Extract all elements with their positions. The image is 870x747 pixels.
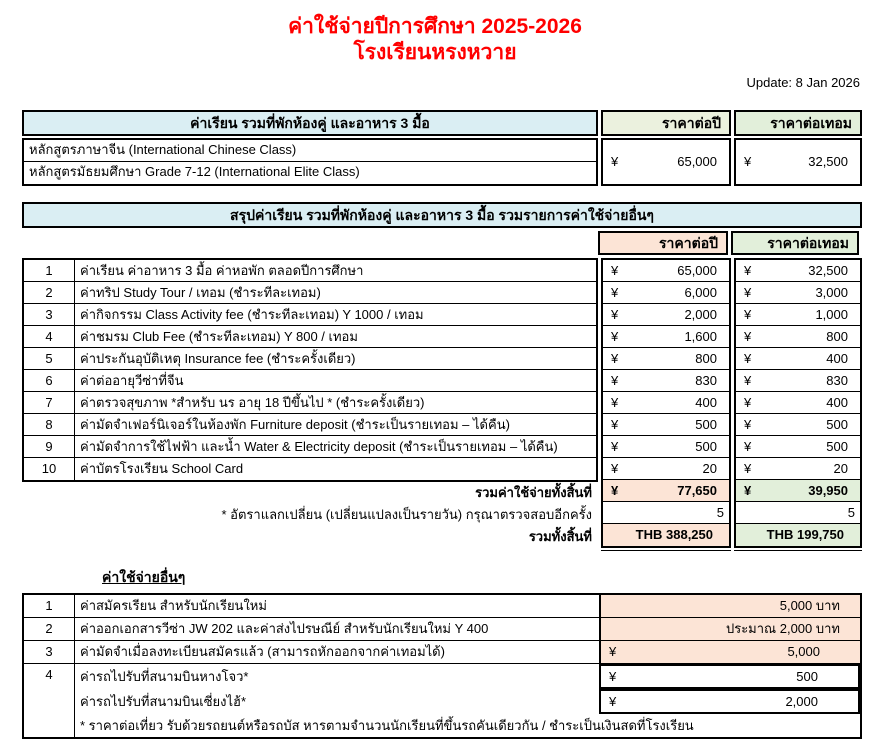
price-value: 20: [702, 460, 717, 476]
price-value: 1,600: [684, 328, 717, 344]
price-cell: [603, 260, 729, 282]
price-cell: [736, 348, 860, 370]
table-row: [24, 595, 860, 618]
yen-symbol: ¥: [611, 372, 619, 388]
row-desc: ค่ารถไปรับที่สนามบินเซี่ยงไฮ้*: [80, 693, 247, 709]
summary-table-body: [22, 258, 862, 548]
row-value-cell: [599, 689, 860, 714]
grand-total-year-value: THB 388,250: [635, 527, 713, 542]
tuition-table-header-row: [22, 110, 862, 136]
yen-symbol: ¥: [611, 154, 619, 169]
yen-symbol: ¥: [744, 394, 752, 410]
grand-total-term-value: THB 199,750: [766, 527, 844, 542]
table-row: [24, 436, 596, 458]
price-cell: [736, 370, 860, 392]
price-cell: [603, 326, 729, 348]
yen-symbol: ¥: [744, 482, 752, 498]
row-value: 2,000: [785, 693, 818, 709]
summary-term-column: [734, 258, 862, 548]
yen-symbol: ¥: [744, 306, 752, 322]
price-cell: [603, 414, 729, 436]
price-cell: [603, 282, 729, 304]
row-number: 5: [24, 348, 75, 369]
summary-header: สรุปค่าเรียน รวมที่พักห้องคู่ และอาหาร 3 มื้อ รวมรายการค่าใช้จ่ายอื่นๆ: [22, 202, 862, 228]
total-term-cell: [736, 480, 860, 502]
total-label: รวมค่าใช้จ่ายทั้งสิ้นที่: [475, 484, 592, 500]
yen-symbol: ¥: [744, 460, 752, 476]
price-cell: [736, 392, 860, 414]
price-value: 65,000: [677, 262, 717, 278]
col-header-price-per-year: ราคาต่อปี: [601, 110, 731, 136]
yen-symbol: ¥: [611, 262, 619, 278]
price-value: 830: [695, 372, 717, 388]
price-value: 3,000: [815, 284, 848, 300]
airport-shanghai-line: [75, 689, 860, 714]
total-year-value: 77,650: [677, 482, 717, 498]
summary-subheader-row: [22, 231, 862, 255]
tuition-table-body: [22, 138, 862, 186]
program-chinese-class: หลักสูตรภาษาจีน (International Chinese Class): [24, 140, 596, 162]
yen-symbol: ¥: [611, 350, 619, 366]
row-number: 9: [24, 436, 75, 457]
price-cell: [736, 326, 860, 348]
row-number: 1: [24, 260, 75, 281]
airport-hangzhou-line: [75, 664, 860, 689]
grand-total-label: รวมทั้งสิ้นที่: [528, 528, 592, 544]
price-cell: [736, 304, 860, 326]
table-row: [24, 392, 596, 414]
row-number: 4: [24, 664, 75, 737]
price-cell: [603, 458, 729, 480]
row-number: 6: [24, 370, 75, 391]
program-elite-class: หลักสูตรมัธยมศึกษา Grade 7-12 (International Elite Class): [29, 163, 360, 179]
price-cell: [736, 458, 860, 480]
exchange-rate-value: 5: [716, 504, 724, 520]
yen-symbol: ¥: [744, 372, 752, 388]
tuition-price-year: 65,000: [677, 154, 717, 169]
row-number: 1: [24, 595, 75, 617]
price-value: 2,000: [684, 306, 717, 322]
price-cell: [736, 414, 860, 436]
price-value: 800: [695, 350, 717, 366]
tuition-price-term: 32,500: [808, 154, 848, 169]
yen-symbol: ¥: [744, 154, 752, 169]
yen-symbol: ¥: [611, 438, 619, 454]
yen-symbol: ¥: [609, 644, 617, 659]
title-line-2: โรงเรียนหรงหวาย: [353, 41, 517, 65]
tuition-price-term-cell: [734, 138, 862, 186]
row-desc: ค่าบัตรโรงเรียน School Card: [80, 461, 244, 476]
price-cell: [603, 392, 729, 414]
price-value: 500: [695, 416, 717, 432]
table-row: [24, 458, 596, 480]
page-title: [0, 0, 870, 67]
transfer-note: * ราคาต่อเที่ยว รับด้วยรถยนต์หรือรถบัส หารตามจำนวนนักเรียนที่ขึ้นรถคันเดียวกัน / ชำระเป็นเงินสดที่โรงเรียน: [80, 717, 694, 733]
price-value: 830: [826, 372, 848, 388]
row-number: 3: [24, 641, 75, 663]
yen-symbol: ¥: [744, 284, 752, 300]
price-cell: [736, 260, 860, 282]
price-value: 400: [695, 394, 717, 410]
row-desc: ค่ามัดจำการใช้ไฟฟ้า และน้ำ Water & Electricity deposit (ชำระเป็นรายเทอม – ได้คืน): [80, 438, 558, 454]
col-header-price-per-term: ราคาต่อเทอม: [731, 231, 859, 255]
grand-total-double-underline: [22, 550, 862, 551]
row-desc: ค่ารถไปรับที่สนามบินหางโจว*: [80, 668, 249, 684]
row-value: 5,000: [787, 644, 820, 659]
update-date: Update: 8 Jan 2026: [746, 74, 860, 90]
yen-symbol: ¥: [744, 416, 752, 432]
row-desc: ค่าชมรม Club Fee (ชำระทีละเทอม) Y 800 / เทอม: [80, 328, 358, 344]
exchange-rate-year-cell: [603, 502, 729, 524]
exchange-rate-term-cell: [736, 502, 860, 524]
price-value: 6,000: [684, 284, 717, 300]
grand-total-term-cell: [736, 524, 860, 546]
row-desc: ค่าสมัครเรียน สำหรับนักเรียนใหม่: [80, 598, 267, 613]
table-row: [24, 326, 596, 348]
row-value: 500: [796, 668, 818, 684]
tuition-header: ค่าเรียน รวมที่พักห้องคู่ และอาหาร 3 มื้อ: [22, 110, 598, 136]
price-cell: [603, 370, 729, 392]
other-expenses-title: ค่าใช้จ่ายอื่นๆ: [102, 568, 186, 585]
table-row: [24, 348, 596, 370]
total-year-cell: [603, 480, 729, 502]
price-value: 500: [826, 438, 848, 454]
summary-year-column: [601, 258, 731, 548]
yen-symbol: ¥: [609, 693, 617, 709]
total-term-value: 39,950: [808, 482, 848, 498]
row-number: 10: [24, 458, 75, 480]
price-cell: [603, 436, 729, 458]
title-line-1: ค่าใช้จ่ายปีการศึกษา 2025-2026: [288, 15, 582, 38]
price-cell: [603, 348, 729, 370]
row-desc: ค่ามัดจำเฟอร์นิเจอร์ในห้องพัก Furniture deposit (ชำระเป็นรายเทอม – ได้คืน): [80, 416, 510, 432]
row-desc: ค่าตรวจสุขภาพ *สำหรับ นร อายุ 18 ปีขึ้นไป * (ชำระครั้งเดียว): [80, 394, 425, 410]
summary-desc-column: [22, 258, 598, 548]
row-value: ประมาณ 2,000 บาท: [599, 618, 860, 640]
row-desc: ค่าทริป Study Tour / เทอม (ชำระทีละเทอม): [80, 284, 321, 300]
row-number: 8: [24, 414, 75, 435]
price-value: 500: [695, 438, 717, 454]
row-number: 4: [24, 326, 75, 347]
price-value: 1,000: [815, 306, 848, 322]
row-desc: ค่ามัดจำเมื่อลงทะเบียนสมัครแล้ว (สามารถหักออกจากค่าเทอมได้): [80, 644, 445, 659]
yen-symbol: ¥: [611, 328, 619, 344]
col-header-price-per-term: ราคาต่อเทอม: [734, 110, 862, 136]
row-number: 2: [24, 618, 75, 640]
table-row: [24, 304, 596, 326]
grand-total-year-cell: [603, 524, 729, 546]
price-cell: [736, 282, 860, 304]
row-desc: ค่ากิจกรรม Class Activity fee (ชำระทีละเทอม) Y 1000 / เทอม: [80, 306, 424, 322]
yen-symbol: ¥: [744, 350, 752, 366]
yen-symbol: ¥: [744, 262, 752, 278]
price-cell: [736, 436, 860, 458]
yen-symbol: ¥: [609, 668, 617, 684]
row-value: 5,000 บาท: [599, 595, 860, 617]
price-value: 400: [826, 350, 848, 366]
row-value-cell: [599, 664, 860, 689]
yen-symbol: ¥: [611, 482, 619, 498]
table-row: [24, 618, 860, 641]
yen-symbol: ¥: [611, 394, 619, 410]
row-desc: ค่าต่ออายุวีซ่าที่จีน: [80, 372, 184, 388]
summary-table: [22, 202, 862, 551]
yen-symbol: ¥: [611, 416, 619, 432]
price-value: 20: [833, 460, 848, 476]
row-number: 3: [24, 304, 75, 325]
table-row: [24, 641, 860, 664]
yen-symbol: ¥: [611, 460, 619, 476]
exchange-rate-value: 5: [847, 504, 855, 520]
price-value: 500: [826, 416, 848, 432]
program-list: [22, 138, 598, 186]
yen-symbol: ¥: [611, 306, 619, 322]
table-row-airport-transfer: [24, 664, 860, 737]
yen-symbol: ¥: [611, 284, 619, 300]
price-value: 32,500: [808, 262, 848, 278]
table-row: [24, 414, 596, 436]
row-desc: ค่าประกันอุบัติเหตุ Insurance fee (ชำระครั้งเดียว): [80, 350, 356, 366]
table-row: [24, 370, 596, 392]
tuition-table: [22, 110, 862, 186]
price-cell: [603, 304, 729, 326]
price-value: 400: [826, 394, 848, 410]
row-desc: ค่าออกเอกสารวีซ่า JW 202 และค่าส่งไปรษณีย์ สำหรับนักเรียนใหม่ Y 400: [80, 621, 489, 636]
row-value-cell: [599, 641, 860, 663]
table-row: [24, 282, 596, 304]
exchange-rate-label: * อัตราแลกเปลี่ยน (เปลี่ยนแปลงเป็นรายวัน) กรุณาตรวจสอบอีกครั้ง: [221, 506, 592, 522]
row-number: 2: [24, 282, 75, 303]
row-number: 7: [24, 392, 75, 413]
yen-symbol: ¥: [744, 438, 752, 454]
col-header-price-per-year: ราคาต่อปี: [598, 231, 728, 255]
price-value: 800: [826, 328, 848, 344]
other-expenses-table: [22, 593, 862, 739]
yen-symbol: ¥: [744, 328, 752, 344]
tuition-price-year-cell: [601, 138, 731, 186]
row-desc: ค่าเรียน ค่าอาหาร 3 มื้อ ค่าหอพัก ตลอดปีการศึกษา: [80, 262, 364, 278]
table-row: [24, 260, 596, 282]
